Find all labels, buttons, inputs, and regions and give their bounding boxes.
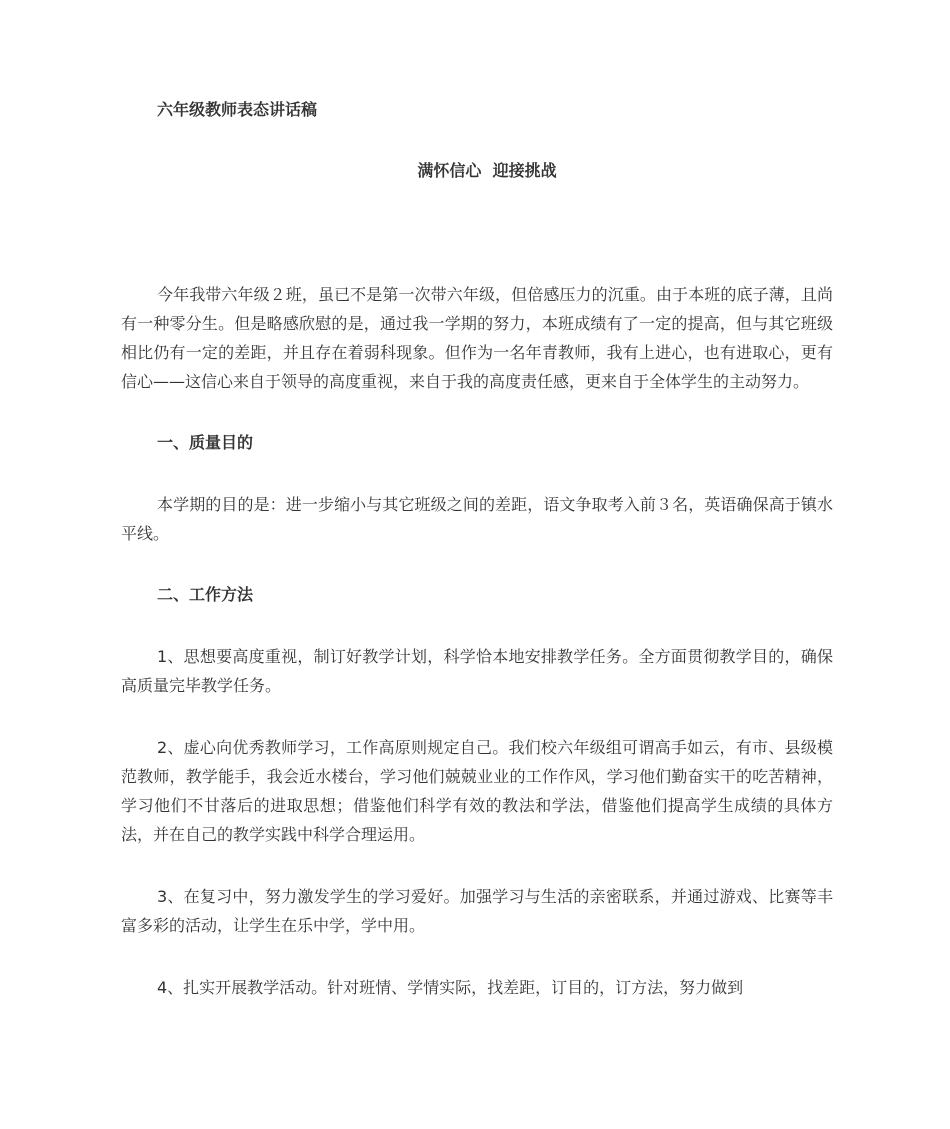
document-content — [121, 96, 833, 1002]
spacer — [121, 940, 833, 973]
method-item-3: 3、在复习中，努力激发学生的学习爱好。加强学习与生活的亲密联系，并通过游戏、比赛等丰富多彩的活动，让学生在乐中学，学中用。 — [121, 887, 833, 935]
spacer — [121, 457, 833, 490]
spacer — [121, 185, 833, 280]
section-heading-quality-goal: 一、质量目的 — [157, 433, 254, 452]
document-title: 六年级教师表态讲话稿 — [157, 100, 318, 119]
spacer — [121, 849, 833, 882]
spacer — [121, 396, 833, 429]
intro-paragraph: 今年我带六年级２班，虽已不是第一次带六年级，但倍感压力的沉重。由于本班的底子薄，且尚有一种零分生。但是略感欣慰的是，通过我一学期的努力，本班成绩有了一定的提高，但与其它班级相比仍有一定的差距，并且存在着弱科现象。但作为一名年青教师，我有上进心，也有进取心，更有信心——这信心来自于领导的高度重视，来自于我的高度责任感，更来自于全体学生的主动努力。 — [121, 285, 833, 391]
method-item-1: 1、思想要高度重视，制订好教学计划，科学恰本地安排教学任务。全方面贯彻教学目的，确保高质量完毕教学任务。 — [121, 647, 833, 695]
spacer — [121, 700, 833, 733]
document-subtitle: 满怀信心 迎接挑战 — [417, 161, 557, 180]
spacer — [121, 548, 833, 581]
method-item-4: 4、扎实开展教学活动。针对班情、学情实际，找差距，订目的，订方法，努力做到 — [157, 978, 744, 997]
spacer — [121, 609, 833, 642]
section-body-quality-goal: 本学期的目的是：进一步缩小与其它班级之间的差距，语文争取考入前３名，英语确保高于镇水平线。 — [121, 495, 833, 543]
method-item-2: 2、虚心向优秀教师学习，工作高原则规定自己。我们校六年级组可谓高手如云，有市、县级模范教师，教学能手，我会近水楼台，学习他们兢兢业业的工作作风，学习他们勤奋实干的吃苦精神，学习他们不甘落后的进取思想；借鉴他们科学有效的教法和学法，借鉴他们提高学生成绩的具体方法，并在自己的教学实践中科学合理运用。 — [121, 738, 833, 844]
section-heading-work-methods: 二、工作方法 — [157, 585, 254, 604]
